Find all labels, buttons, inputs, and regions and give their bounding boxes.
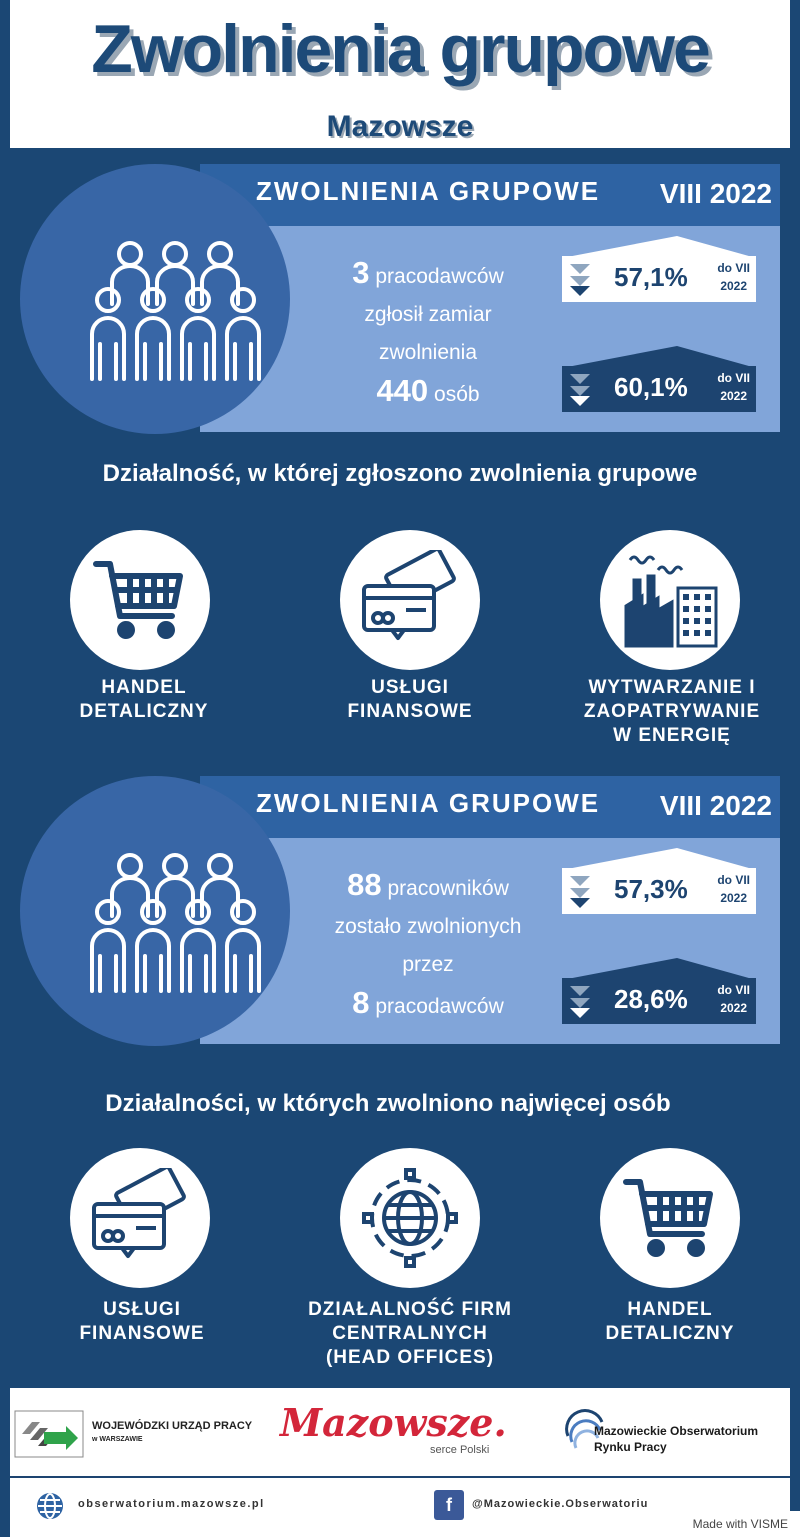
wup-city: w WARSZAWIE	[92, 1436, 143, 1443]
badge-percent: 57,1%	[614, 262, 688, 292]
badge-roof	[562, 958, 756, 980]
employers-count: 8	[352, 985, 370, 1020]
people-circle	[20, 776, 290, 1046]
panel-bar-title: ZWOLNIENIA GRUPOWE	[256, 788, 601, 818]
industry-label	[34, 676, 254, 724]
industry-label	[562, 676, 782, 748]
panel-bar-date: VIII 2022	[659, 178, 772, 209]
wup-logo-icon	[14, 1410, 84, 1458]
footer-links	[10, 1476, 790, 1537]
badge-roof	[562, 346, 756, 368]
facebook-icon[interactable]: f	[434, 1490, 464, 1520]
panel-bar	[200, 164, 780, 226]
website-link[interactable]: obserwatorium.mazowsze.pl	[78, 1498, 265, 1510]
icon-circle	[70, 530, 210, 670]
icon-circle	[600, 530, 740, 670]
panel-bar-date: VIII 2022	[659, 790, 772, 821]
label-line: FINANSOWE	[79, 1323, 205, 1344]
badge-reference	[717, 259, 750, 295]
down-arrows-icon	[568, 872, 592, 910]
shopping-cart-icon	[620, 1168, 720, 1268]
globe-icon	[36, 1492, 64, 1520]
section-heading: Działalności, w których zwolniono najwięcej osób	[105, 1090, 671, 1117]
badge-percent: 60,1%	[614, 372, 688, 402]
wup-name: WOJEWÓDZKI URZĄD PRACY	[92, 1420, 253, 1432]
credit-card-icon	[90, 1168, 190, 1268]
label-line: USŁUGI	[371, 677, 449, 698]
persons-label: osób	[434, 383, 480, 406]
stats-line-3: przez	[402, 953, 454, 976]
facebook-link[interactable]: @Mazowieckie.Obserwatoriu	[472, 1498, 649, 1510]
stats-line-3: zwolnienia	[378, 341, 478, 364]
badge-ref-year: 2022	[720, 279, 748, 293]
stats-line-2: zostało zwolnionych	[334, 915, 522, 938]
people-circle	[20, 164, 290, 434]
panel-bar-title: ZWOLNIENIA GRUPOWE	[256, 176, 601, 206]
label-line: DZIAŁALNOŚĆ FIRM	[308, 1299, 512, 1320]
icon-circle	[340, 530, 480, 670]
stats-text	[300, 254, 556, 414]
factory-icon	[620, 550, 720, 650]
down-arrows-icon	[568, 260, 592, 298]
section-heading: Działalność, w której zgłoszono zwolnienia grupowe	[102, 460, 698, 487]
label-line: W ENERGIĘ	[613, 725, 731, 746]
badge-ref-month: do VII	[717, 983, 750, 997]
badge-ref-year: 2022	[720, 1001, 748, 1015]
label-line: ZAOPATRYWANIE	[583, 701, 761, 722]
icon-circle	[600, 1148, 740, 1288]
industry-label	[32, 1298, 252, 1346]
employers-count: 3	[352, 255, 370, 290]
persons-count: 440	[376, 373, 429, 408]
label-line: USŁUGI	[103, 1299, 181, 1320]
change-badge-employers	[562, 978, 756, 1024]
badge-ref-month: do VII	[717, 873, 750, 887]
people-group-icon	[90, 846, 270, 996]
header	[10, 0, 790, 148]
completed-layoffs-panel	[0, 776, 800, 1056]
badge-percent: 28,6%	[614, 984, 688, 1014]
change-badge-workers	[562, 868, 756, 914]
down-arrows-icon	[568, 982, 592, 1020]
icon-circle	[340, 1148, 480, 1288]
label-line: WYTWARZANIE I	[588, 677, 756, 698]
visme-badge[interactable]: Made with VISME	[681, 1511, 800, 1537]
mazowsze-tagline: serce Polski	[430, 1444, 490, 1456]
change-badge-employers	[562, 256, 756, 302]
industry-label	[300, 676, 520, 724]
employers-label: pracodawców	[375, 995, 504, 1018]
badge-roof	[562, 848, 756, 870]
label-line: HANDEL	[101, 677, 187, 698]
industry-label	[300, 1298, 520, 1370]
label-line: (HEAD OFFICES)	[325, 1347, 495, 1368]
badge-percent: 57,3%	[614, 874, 688, 904]
footer-logos	[10, 1388, 790, 1476]
badge-ref-year: 2022	[720, 891, 748, 905]
stats-text	[300, 866, 556, 1026]
people-group-icon	[90, 234, 270, 384]
badge-reference	[717, 871, 750, 907]
badge-reference	[717, 981, 750, 1017]
announced-layoffs-panel	[0, 164, 800, 444]
label-line: CENTRALNYCH	[332, 1323, 488, 1344]
badge-ref-year: 2022	[720, 389, 748, 403]
page-subtitle: Mazowsze	[326, 110, 474, 143]
credit-card-icon	[360, 550, 460, 650]
icon-circle	[70, 1148, 210, 1288]
shopping-cart-icon	[90, 550, 190, 650]
badge-roof	[562, 236, 756, 258]
label-line: HANDEL	[627, 1299, 713, 1320]
globe-network-icon	[360, 1168, 460, 1268]
down-arrows-icon	[568, 370, 592, 408]
label-line: DETALICZNY	[79, 701, 209, 722]
workers-label: pracowników	[387, 877, 509, 900]
change-badge-persons	[562, 366, 756, 412]
mazowsze-logo: Mazowsze.	[280, 1400, 507, 1445]
label-line: FINANSOWE	[347, 701, 473, 722]
mor-name-2: Rynku Pracy	[594, 1440, 667, 1454]
badge-ref-month: do VII	[717, 261, 750, 275]
page-title: Zwolnienia grupowe	[91, 11, 709, 87]
stats-line-2: zgłosił zamiar	[364, 303, 492, 326]
mor-name: Mazowieckie Obserwatorium	[594, 1424, 759, 1438]
workers-count: 88	[347, 867, 382, 902]
label-line: DETALICZNY	[605, 1323, 735, 1344]
badge-ref-month: do VII	[717, 371, 750, 385]
panel-bar	[200, 776, 780, 838]
employers-label: pracodawców	[375, 265, 504, 288]
industry-label	[560, 1298, 780, 1346]
badge-reference	[717, 369, 750, 405]
